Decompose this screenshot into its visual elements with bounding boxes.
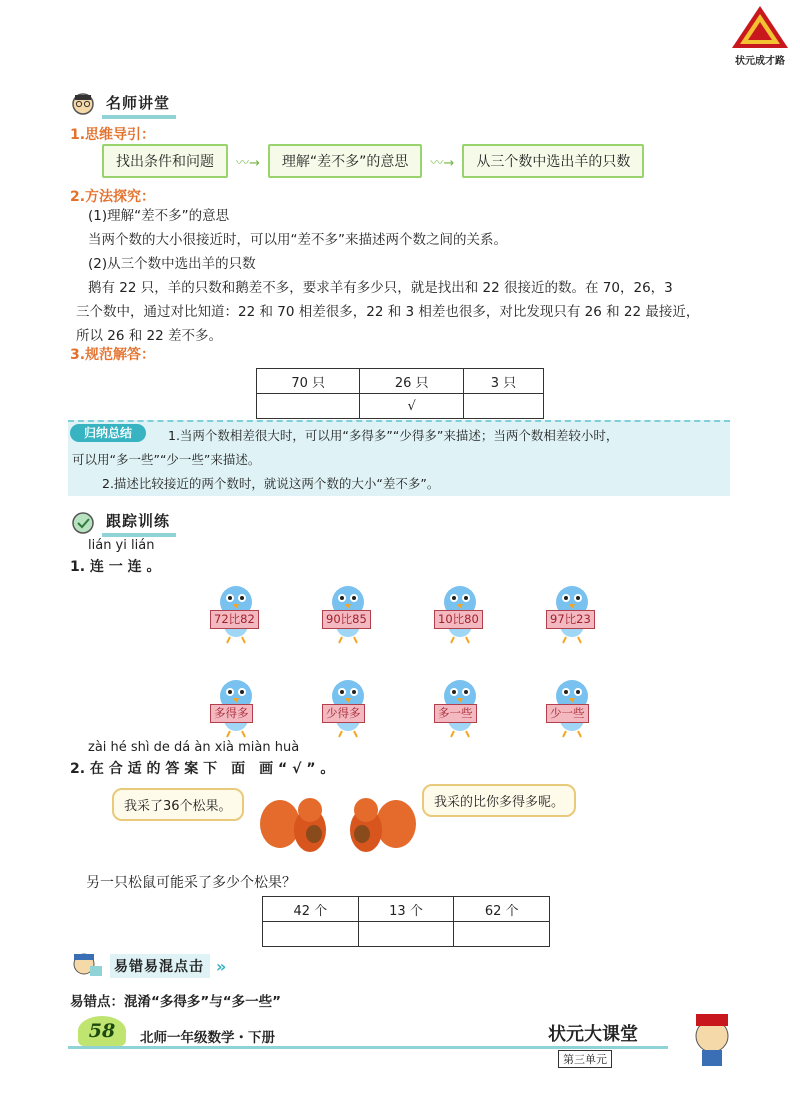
publisher-logo [728, 4, 792, 66]
flow-box-1: 找出条件和问题 [102, 144, 228, 178]
bird-card-bottom [206, 674, 266, 742]
method-line: (1)理解“差不多”的意思 [88, 208, 230, 224]
bird-card-top [430, 580, 490, 648]
matching-area [206, 580, 606, 740]
page-number: 58 [78, 1016, 126, 1046]
summary-tag: 归纳总结 [70, 424, 146, 442]
mascot-icon [680, 1006, 744, 1070]
q1-pinyin: lián yi lián [88, 538, 155, 553]
method-line: 鹅有 22 只，羊的只数和鹅差不多，要求羊有多少只，就是找出和 22 很接近的数。在 70，26，3 [88, 280, 673, 296]
flow-box-3: 从三个数中选出羊的只数 [462, 144, 644, 178]
summary-line: 1.当两个数相差很大时，可以用“多得多”“少得多”来描述；当两个数相差较小时， [168, 428, 619, 443]
section-title: 名师讲堂 [102, 90, 176, 119]
q2-question: 另一只松鼠可能采了多少个松果？ [86, 875, 296, 891]
bird-label[interactable]: 10比80 [434, 610, 483, 629]
flow-arrow-icon: 〰→ [236, 155, 260, 171]
bird-label[interactable]: 少一些 [546, 704, 589, 723]
q1-title: 1. 连 一 连 。 [70, 559, 161, 575]
method-line: 所以 26 和 22 差不多。 [76, 328, 223, 344]
method-line: 当两个数的大小很接近时，可以用“差不多”来描述两个数之间的关系。 [88, 232, 507, 248]
bird-card-top [318, 580, 378, 648]
answer-cell [463, 394, 543, 419]
flow-box-2: 理解“差不多”的意思 [268, 144, 423, 178]
bird-card-bottom [318, 674, 378, 742]
answer-table [256, 368, 544, 419]
thinking-flow [102, 144, 644, 178]
table-header: 26 只 [360, 369, 463, 394]
book-title: 北师一年级数学・下册 [140, 1030, 275, 1046]
teacher-section-banner [70, 90, 176, 119]
step3-title: 3.规范解答： [70, 347, 156, 363]
table-header: 42 个 [263, 897, 359, 922]
summary-text [72, 424, 728, 496]
flow-arrow-icon: 〰→ [430, 155, 455, 171]
teacher-icon [70, 92, 96, 118]
unit-label: 第三单元 [558, 1050, 612, 1068]
double-chevron-icon: » [216, 956, 227, 976]
method-line: (2)从三个数中选出羊的只数 [88, 256, 256, 272]
table-header: 62 个 [454, 897, 550, 922]
bird-card-bottom [542, 674, 602, 742]
table-header: 70 只 [257, 369, 360, 394]
bird-label[interactable]: 多得多 [210, 704, 253, 723]
bird-label[interactable]: 97比23 [546, 610, 595, 629]
squirrels-illustration [258, 792, 418, 862]
logo-text: 状元成才路 [735, 56, 785, 67]
bird-label[interactable]: 72比82 [210, 610, 259, 629]
section-title: 易错易混点击 [110, 954, 210, 978]
speech-bubble-left: 我采了36个松果。 [112, 788, 244, 821]
summary-line: 2.描述比较接近的两个数时，就说这两个数的大小“差不多”。 [102, 476, 440, 491]
bird-card-top [206, 580, 266, 648]
table-header: 13 个 [358, 897, 454, 922]
method-text [76, 204, 736, 348]
step2-title: 2.方法探究： [70, 189, 156, 205]
bird-label[interactable]: 90比85 [322, 610, 371, 629]
bird-card-bottom [430, 674, 490, 742]
step1-title: 1.思维导引： [70, 127, 156, 143]
bird-card-top [542, 580, 602, 648]
speech-bubble-right: 我采的比你多得多呢。 [422, 784, 576, 817]
q2-table [262, 896, 550, 947]
cartoon-boy-icon [70, 952, 104, 980]
answer-cell[interactable] [454, 922, 550, 947]
brand-name: 状元大课堂 [548, 1024, 638, 1045]
bird-label[interactable]: 少得多 [322, 704, 365, 723]
mistake-text: 易错点：混淆“多得多”与“多一些” [70, 994, 281, 1010]
q2-title: 2. 在 合 适 的 答 案 下 面 画 “ √ ” 。 [70, 761, 335, 777]
answer-cell [257, 394, 360, 419]
q2-pinyin: zài hé shì de dá àn xià miàn huà [88, 740, 300, 755]
footer-divider [68, 1046, 668, 1049]
section-title: 跟踪训练 [102, 508, 176, 537]
answer-cell[interactable] [358, 922, 454, 947]
answer-cell[interactable] [263, 922, 359, 947]
answer-cell: √ [360, 394, 463, 419]
table-header: 3 只 [463, 369, 543, 394]
practice-icon [70, 510, 96, 536]
summary-line: 可以用“多一些”“少一些”来描述。 [72, 452, 261, 467]
mistake-section-banner [70, 952, 226, 980]
bird-label[interactable]: 多一些 [434, 704, 477, 723]
practice-section-banner [70, 508, 176, 537]
method-line: 三个数中，通过对比知道：22 和 70 相差很多，22 和 3 相差也很多，对比发现只有 26 和 22 最接近， [76, 304, 700, 320]
